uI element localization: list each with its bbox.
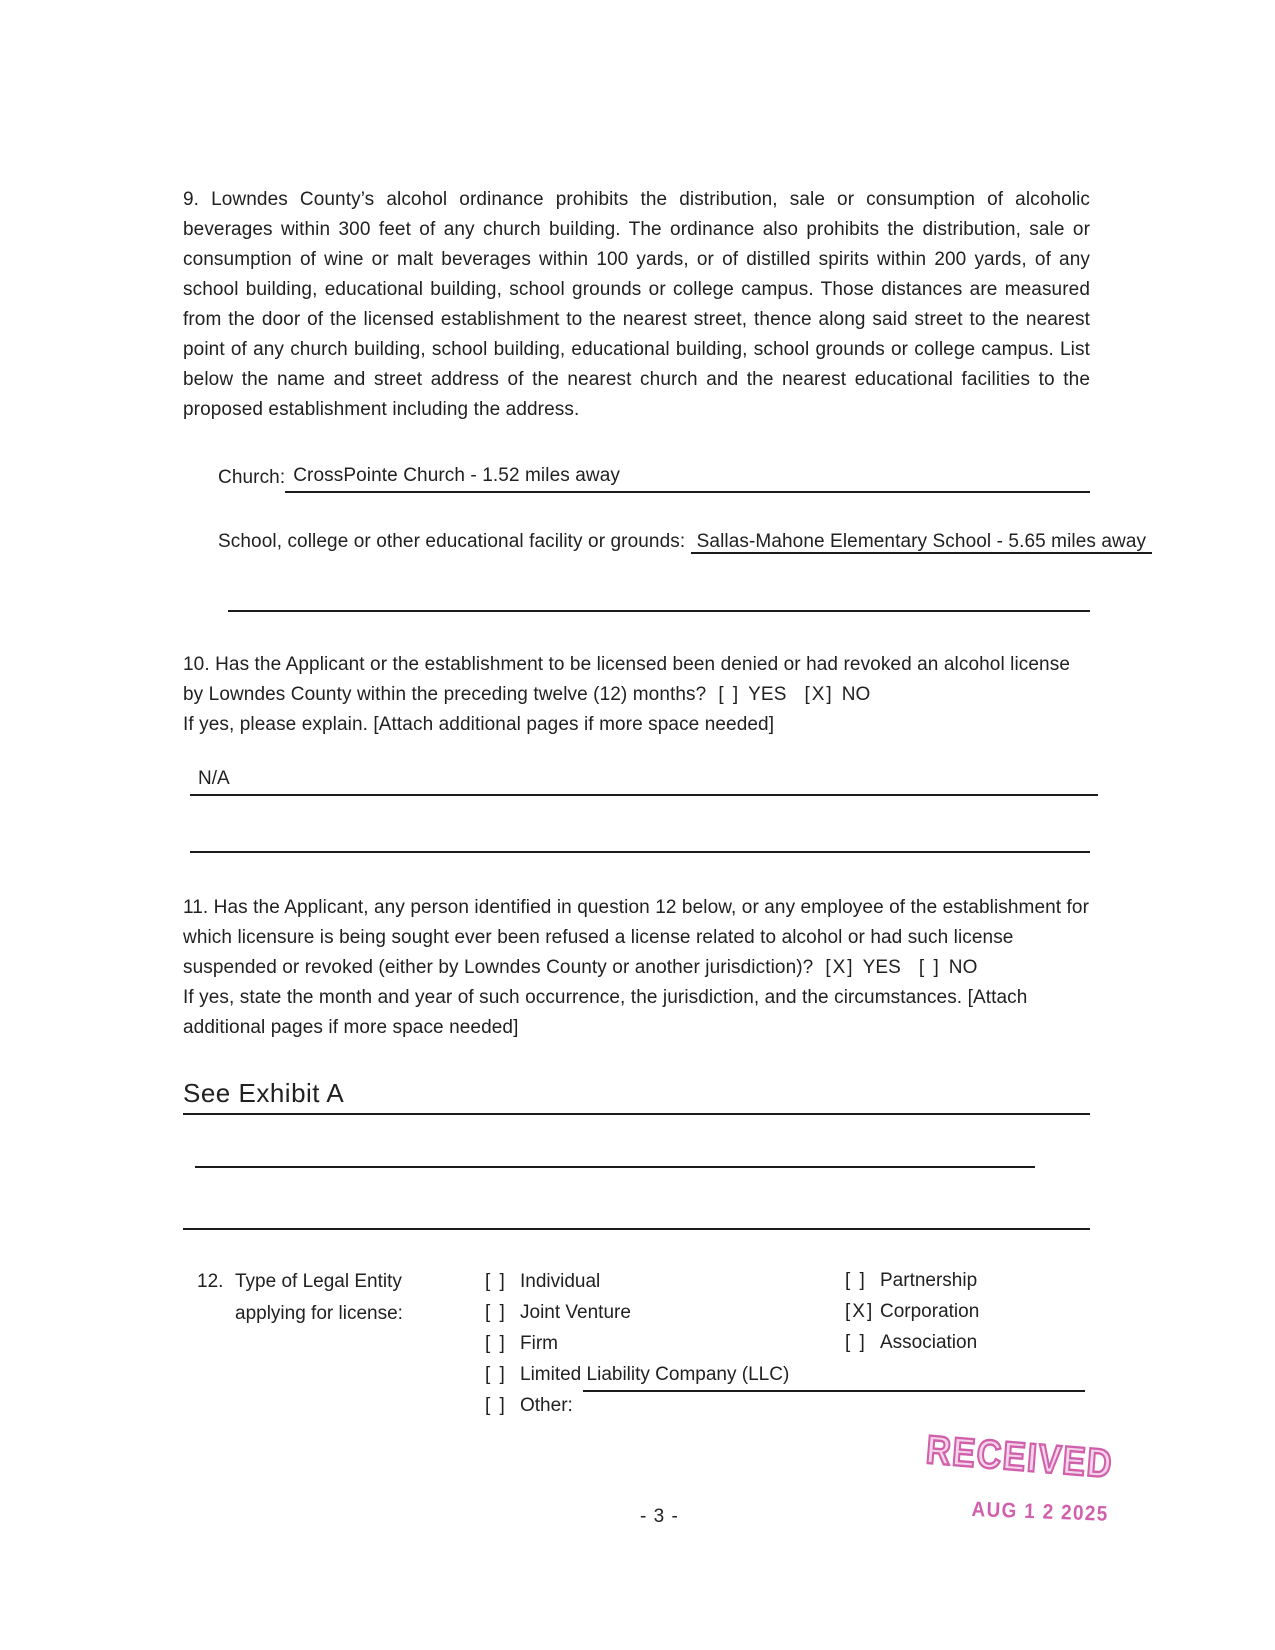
other-label: Other: bbox=[520, 1395, 573, 1416]
llc-label: Limited Liability Company (LLC) bbox=[520, 1364, 790, 1385]
question-11-instructions: If yes, state the month and year of such occurrence, the jurisdiction, and the circumstances. [Attach additional pages if more space needed] bbox=[183, 987, 1028, 1038]
church-answer-field[interactable] bbox=[285, 461, 1090, 493]
church-field-row bbox=[218, 461, 1090, 493]
llc-checkbox[interactable]: [ ] bbox=[485, 1364, 507, 1385]
q11-yes-label: YES bbox=[862, 957, 901, 978]
association-checkbox[interactable]: [ ] bbox=[845, 1332, 867, 1353]
question-12-label-line1: Type of Legal Entity bbox=[235, 1271, 402, 1292]
option-corporation bbox=[845, 1296, 1105, 1327]
option-association bbox=[845, 1327, 1105, 1358]
q11-answer-value: See Exhibit A bbox=[183, 1078, 345, 1108]
question-10 bbox=[183, 650, 1090, 740]
q10-no-label: NO bbox=[841, 684, 871, 705]
individual-label: Individual bbox=[520, 1271, 601, 1292]
question-10-instructions: If yes, please explain. [Attach additional pages if more space needed] bbox=[183, 714, 775, 735]
other-answer-field[interactable] bbox=[583, 1390, 1085, 1392]
firm-checkbox[interactable]: [ ] bbox=[485, 1333, 507, 1354]
q10-yes-checkbox[interactable]: [ ] bbox=[718, 684, 741, 705]
partnership-checkbox[interactable]: [ ] bbox=[845, 1270, 867, 1291]
option-llc bbox=[485, 1359, 1085, 1390]
received-stamp-date: AUG 1 2 2025 bbox=[971, 1498, 1109, 1526]
q11-yes-checkbox[interactable]: [X] bbox=[825, 957, 855, 978]
q10-blank-line[interactable] bbox=[190, 851, 1090, 853]
question-10-text bbox=[183, 650, 1090, 710]
church-label: Church: bbox=[218, 467, 286, 488]
question-11-text bbox=[183, 893, 1090, 983]
question-9-paragraph: 9. Lowndes County’s alcohol ordinance prohibits the distribution, sale or consumption of alcoholic beverages within 300 feet of any church building. The ordinance also prohibits the distribution, sale or consumption of wine or malt beverages within 100 yards, or of distilled spirits within 200 yards, of any school building, educational building, school grounds or college campus. Those distances are measured from the door of the licensed establishment to the nearest street, thence along said street to the nearest point of any church building, school building, educational building, school grounds or college campus. List below the name and street address of the nearest church and the nearest educational facilities to the proposed establishment including the address. bbox=[183, 189, 1090, 420]
school-label: School, college or other educational facility or grounds: bbox=[218, 531, 686, 552]
q11-blank-line-2[interactable] bbox=[183, 1228, 1090, 1230]
legal-entity-options-col2 bbox=[845, 1265, 1105, 1358]
question-12-label-line2: applying for license: bbox=[235, 1303, 403, 1324]
joint-venture-checkbox[interactable]: [ ] bbox=[485, 1302, 507, 1323]
school-blank-line[interactable] bbox=[228, 610, 1090, 612]
question-12-number: 12. bbox=[197, 1271, 224, 1292]
question-10-question: 10. Has the Applicant or the establishment to be licensed been denied or had revoked an alcohol license by Lowndes County within the preceding twelve (12) months? bbox=[183, 654, 1070, 705]
church-answer-value: CrossPointe Church - 1.52 miles away bbox=[293, 465, 620, 486]
association-label: Association bbox=[880, 1332, 978, 1353]
school-answer-value: Sallas-Mahone Elementary School - 5.65 miles away bbox=[696, 531, 1147, 552]
q11-answer-field[interactable] bbox=[183, 1078, 1090, 1115]
q10-answer-field[interactable] bbox=[190, 764, 1098, 796]
school-field-row bbox=[218, 527, 1147, 557]
corporation-label: Corporation bbox=[880, 1301, 980, 1322]
q11-blank-line-1[interactable] bbox=[195, 1166, 1035, 1168]
received-stamp bbox=[924, 1428, 1149, 1487]
question-11-question: 11. Has the Applicant, any person identified in question 12 below, or any employee of the establishment for which licensure is being sought ever been refused a license related to alcohol or had such license suspended or revoked (either by Lowndes County or another jurisdiction)? bbox=[183, 897, 1090, 978]
individual-checkbox[interactable]: [ ] bbox=[485, 1271, 507, 1292]
q11-no-checkbox[interactable]: [ ] bbox=[918, 957, 941, 978]
option-other bbox=[485, 1390, 1085, 1421]
question-12-label bbox=[197, 1266, 403, 1330]
received-stamp-date-wrap bbox=[971, 1498, 1124, 1526]
q10-answer-value: N/A bbox=[198, 768, 230, 789]
q10-no-checkbox[interactable]: [X] bbox=[804, 684, 834, 705]
q10-yes-label: YES bbox=[748, 684, 787, 705]
received-stamp-title: RECEIVED bbox=[924, 1428, 1115, 1487]
other-checkbox[interactable]: [ ] bbox=[485, 1395, 507, 1416]
question-11 bbox=[183, 893, 1090, 1043]
q11-no-label: NO bbox=[948, 957, 978, 978]
option-partnership bbox=[845, 1265, 1105, 1296]
partnership-label: Partnership bbox=[880, 1270, 978, 1291]
joint-venture-label: Joint Venture bbox=[520, 1302, 631, 1323]
corporation-checkbox[interactable]: [X] bbox=[845, 1301, 875, 1322]
school-answer-field[interactable] bbox=[691, 531, 1153, 554]
firm-label: Firm bbox=[520, 1333, 558, 1354]
page-number: - 3 - bbox=[640, 1506, 679, 1527]
